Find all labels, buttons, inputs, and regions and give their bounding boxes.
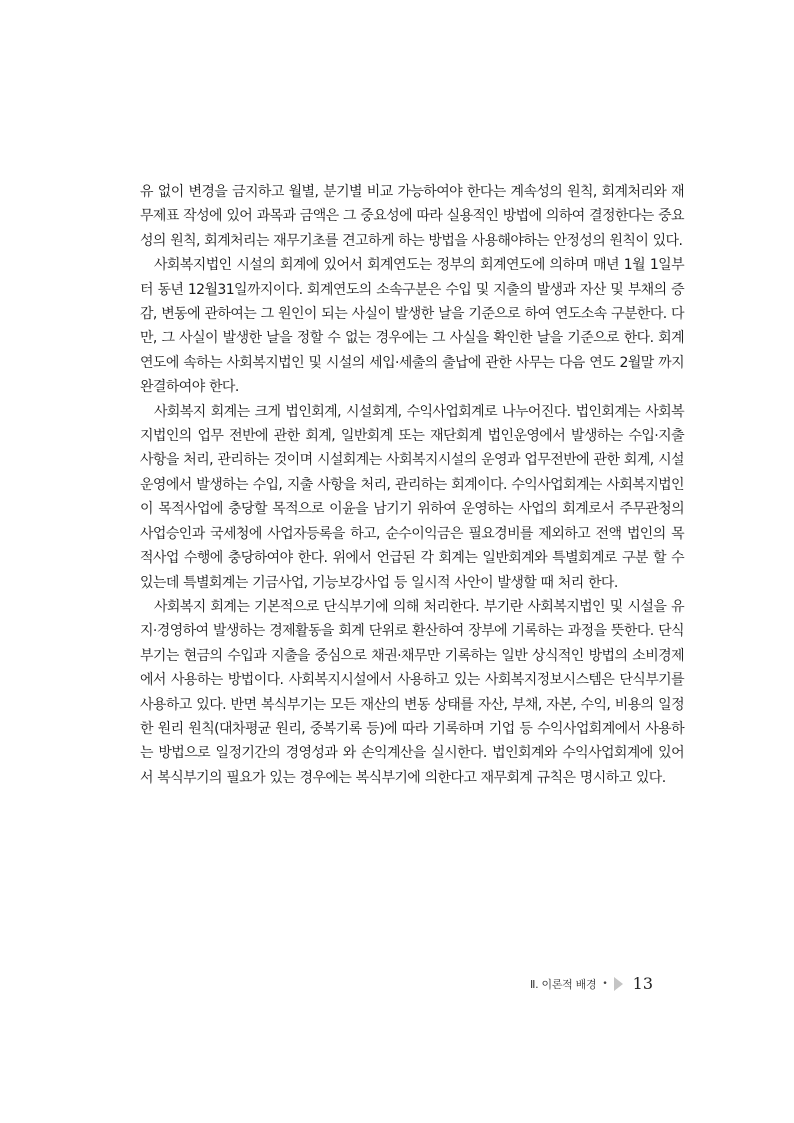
footer-bullet: •	[602, 978, 608, 989]
paragraph-fiscal-year: 사회복지법인 시설의 회계에 있어서 회계연도는 정부의 회계연도에 의하며 매년 1월 1일부터 동년 12월31일까지이다. 회계연도의 소속구분은 수입 및 지출의 발생과 자산 및 부채의 증감, 변동에 관하여는 그 원인이 되는 사실이 발생한 날을 기준으로 하여 연도소속 구분한다. 다만, 그 사실이 발생한 날을 정할 수 없는 경우에는 그 사실을 확인한 날을 기준으로 한다. 회계연도에 속하는 사회복지법인 및 시설의 세입·세출의 출납에 관한 사무는 다음 연도 2월말 까지 완결하여야 한다.	[140, 257, 684, 396]
page-number: 13	[632, 974, 653, 993]
page-footer	[530, 974, 653, 993]
page-body	[140, 180, 684, 790]
chevron-right-icon	[614, 977, 623, 991]
footer-section-title: Ⅱ. 이론적 배경	[529, 977, 597, 991]
paragraph-bookkeeping: 사회복지 회계는 기본적으로 단식부기에 의해 처리한다. 부기란 사회복지법인 및 시설을 유지·경영하여 발생하는 경제활동을 회계 단위로 환산하여 장부에 기록하는 과정을 뜻한다. 단식부기는 현금의 수입과 지출을 중심으로 채권·채무만 기록하는 일반 상식적인 방법의 소비경제에서 사용하는 방법이다. 사회복지시설에서 사용하고 있는 사회복지정보시스템은 단식부기를 사용하고 있다. 반면 복식부기는 모든 재산의 변동 상태를 자산, 부채, 자본, 수익, 비용의 일정한 원리 원칙(대차평균 원리, 중복기록 등)에 따라 기록하며 기업 등 수익사업회계에서 사용하는 방법으로 일정기간의 경영성과 와 손익계산을 실시한다. 법인회계와 수익사업회계에 있어서 복식부기의 필요가 있는 경우에는 복식부기에 의한다고 재무회계 규칙은 명시하고 있다.	[140, 598, 684, 786]
paragraph-accounting-types: 사회복지 회계는 크게 법인회계, 시설회계, 수익사업회계로 나누어진다. 법인회계는 사회복지법인의 업무 전반에 관한 회계, 일반회계 또는 재단회계 법인운영에서 발생하는 수입·지출 사항을 처리, 관리하는 것이며 시설회계는 사회복지시설의 운영과 업무전반에 관한 회계, 시설 운영에서 발생하는 수입, 지출 사항을 처리, 관리하는 회계이다. 수익사업회계는 사회복지법인이 목적사업에 충당할 목적으로 이윤을 남기기 위하여 운영하는 사업의 회계로서 주무관청의 사업승인과 국세청에 사업자등록을 하고, 순수이익금은 필요경비를 제외하고 전액 법인의 목적사업 수행에 충당하여야 한다. 위에서 언급된 각 회계는 일반회계와 특별회계로 구분 할 수 있는데 특별회계는 기금사업, 기능보강사업 등 일시적 사안이 발생할 때 처리 한다.	[140, 403, 684, 591]
paragraph-continuation: 유 없이 변경을 금지하고 월별, 분기별 비교 가능하여야 한다는 계속성의 원칙, 회계처리와 재무제표 작성에 있어 과목과 금액은 그 중요성에 따라 실용적인 방법에 의하여 결정한다는 중요성의 원칙, 회계처리는 재무기초를 견고하게 하는 방법을 사용해야하는 안정성의 원칙이 있다.	[140, 184, 684, 249]
